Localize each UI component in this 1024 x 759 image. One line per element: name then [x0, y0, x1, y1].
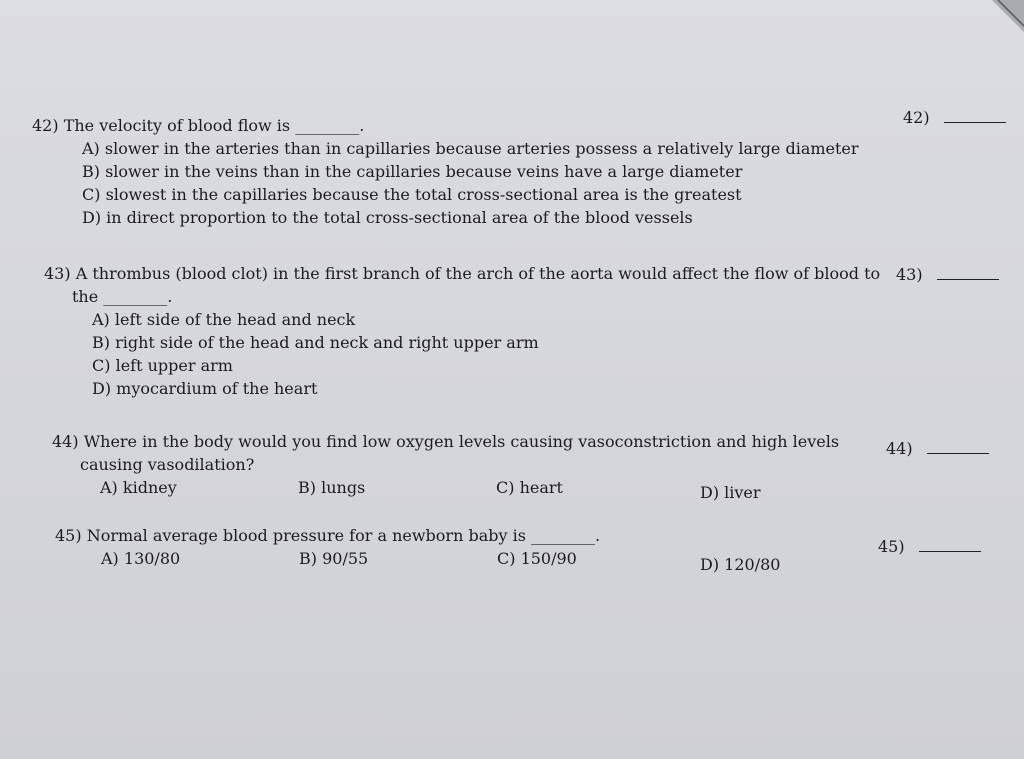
answer-line — [937, 269, 999, 280]
option-d: D) liver — [700, 483, 761, 502]
option-d: D) myocardium of the heart — [92, 379, 318, 398]
option-d: D) 120/80 — [700, 555, 781, 574]
option-b: B) right side of the head and neck and right upper arm — [92, 333, 539, 352]
page-corner-fold — [984, 0, 1024, 40]
answer-label: 45) — [878, 537, 905, 556]
option-a: A) left side of the head and neck — [92, 310, 356, 329]
answer-line — [919, 541, 981, 552]
option-b: B) lungs — [298, 478, 366, 497]
question-45 — [55, 524, 781, 574]
option-d: D) in direct proportion to the total cross-sectional area of the blood vessels — [82, 208, 693, 227]
question-stem-continued: causing vasodilation? — [80, 455, 255, 474]
option-c: C) slowest in the capillaries because the total cross-sectional area is the greatest — [82, 185, 742, 204]
option-a: A) kidney — [100, 478, 177, 497]
answer-line — [927, 443, 989, 454]
option-b: B) 90/55 — [299, 549, 369, 568]
answer-blank-43[interactable] — [896, 265, 999, 284]
question-stem-continued: the ________. — [72, 287, 173, 306]
question-stem: 43) A thrombus (blood clot) in the first branch of the arch of the aorta would affect the flow of blood to — [44, 264, 881, 283]
answer-label: 44) — [886, 439, 913, 458]
options-row — [55, 547, 781, 574]
answer-blank-42[interactable] — [903, 108, 1006, 127]
answer-line — [944, 112, 1006, 123]
option-c: C) 150/90 — [497, 549, 577, 568]
question-stem: 42) The velocity of blood flow is ________. — [32, 116, 365, 135]
question-43 — [44, 262, 880, 400]
question-42 — [32, 114, 859, 229]
answer-blank-45[interactable] — [878, 537, 981, 556]
answer-label: 42) — [903, 108, 930, 127]
question-44 — [52, 430, 840, 502]
option-c: C) heart — [496, 478, 563, 497]
question-stem: 44) Where in the body would you find low oxygen levels causing vasoconstriction and high levels — [52, 432, 840, 451]
answer-label: 43) — [896, 265, 923, 284]
option-b: B) slower in the veins than in the capillaries because veins have a large diameter — [82, 162, 743, 181]
options-row — [52, 476, 839, 502]
question-stem: 45) Normal average blood pressure for a newborn baby is ________. — [55, 526, 601, 545]
answer-blank-44[interactable] — [886, 439, 989, 458]
option-a: A) 130/80 — [101, 549, 181, 568]
option-c: C) left upper arm — [92, 356, 233, 375]
option-a: A) slower in the arteries than in capillaries because arteries possess a relatively large diameter — [82, 139, 859, 158]
